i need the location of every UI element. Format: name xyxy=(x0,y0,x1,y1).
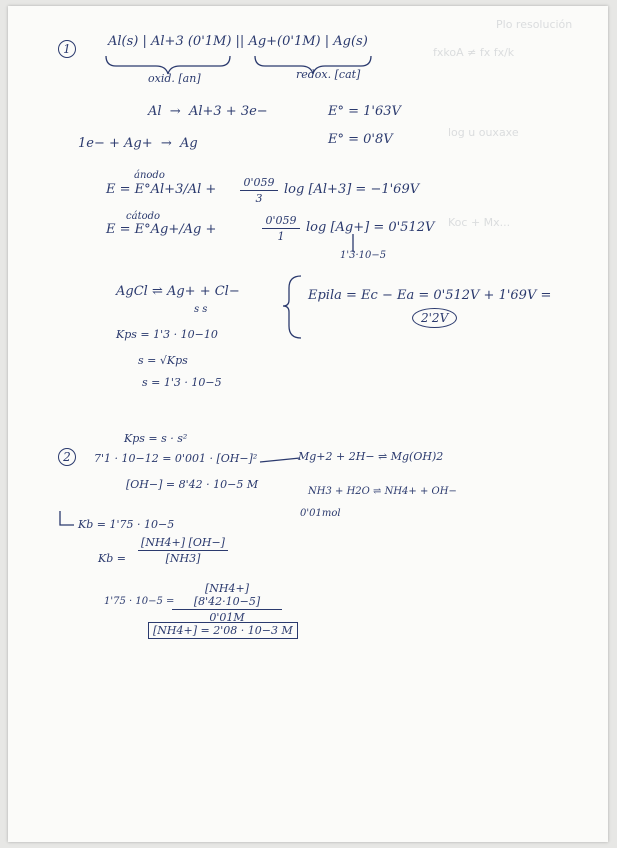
epila-brace xyxy=(283,276,301,338)
question-number: 2 xyxy=(58,448,76,466)
substitution-fraction: [NH4+] [8'42·10−5] 0'01M xyxy=(172,582,282,624)
kb-value: Kb = 1'75 · 10−5 xyxy=(78,518,175,531)
kps-expression: Kps = s · s² xyxy=(124,432,188,445)
anodo-result: log [Al+3] = −1'69V xyxy=(284,182,420,197)
ghost-text: Koc + Mx... xyxy=(448,216,511,229)
epila-equation: Epila = Ec − Ea = 0'512V + 1'69V = xyxy=(308,288,552,303)
redox-label: redox. [cat] xyxy=(296,68,361,81)
final-result: [NH4+] = 2'08 · 10−3 M xyxy=(148,622,298,639)
catodo-fraction: 0'059 1 xyxy=(262,214,300,243)
mg-equilibrium: Mg+2 + 2H− ⇌ Mg(OH)2 xyxy=(298,450,444,463)
ghost-text: log u ouxaxe xyxy=(448,126,519,139)
anodo-fraction: 0'059 3 xyxy=(240,176,278,205)
catodo-equation: E = E°Ag+/Ag + xyxy=(106,222,217,237)
hydroxide-concentration: [OH−] = 8'42 · 10−5 M xyxy=(126,478,259,491)
solubility-formula: s = √Kps xyxy=(138,354,188,367)
mg-arrow xyxy=(260,458,300,462)
half-reaction-al: Al → Al+3 + 3e− xyxy=(148,104,268,119)
anodo-equation: E = E°Al+3/Al + xyxy=(106,182,217,197)
substitution-label: 1'75 · 10−5 = xyxy=(104,596,175,607)
catodo-label: cátodo xyxy=(126,211,161,222)
solubility-value: s = 1'3 · 10−5 xyxy=(142,376,222,389)
ammonia-concentration: 0'01mol xyxy=(300,508,341,519)
ghost-text: fxkoA ≠ fx fx/k xyxy=(433,46,515,59)
oxid-label: oxid. [an] xyxy=(148,72,201,85)
ammonia-equilibrium: NH3 + H2O ⇌ NH4+ + OH− xyxy=(308,486,457,497)
kb-fraction: [NH4+] [OH−] [NH3] xyxy=(138,536,228,565)
half-reaction-al-e0: E° = 1'63V xyxy=(328,104,401,119)
half-reaction-ag-e0: E° = 0'8V xyxy=(328,132,393,147)
catodo-concentration: 1'3·10−5 xyxy=(340,250,387,261)
catodo-result: log [Ag+] = 0'512V xyxy=(306,220,435,235)
anodo-label: ánodo xyxy=(134,170,165,181)
half-reaction-ag: 1e− + Ag+ → Ag xyxy=(78,136,198,151)
document-page xyxy=(8,6,608,842)
agcl-solubility: s s xyxy=(194,304,208,315)
kps-value: Kps = 1'3 · 10−10 xyxy=(116,328,218,341)
kb-expression-label: Kb = xyxy=(98,552,126,565)
question-number: 1 xyxy=(58,40,76,58)
kb-arrow xyxy=(60,511,74,525)
ghost-text: Plo resolución xyxy=(496,18,573,31)
kps-numeric: 7'1 · 10−12 = 0'001 · [OH−]² xyxy=(94,452,258,465)
agcl-equilibrium: AgCl ⇌ Ag+ + Cl− xyxy=(116,284,240,299)
cell-notation: Al(s) | Al+3 (0'1M) || Ag+(0'1M) | Ag(s) xyxy=(108,34,368,49)
epila-result: 2'2V xyxy=(412,308,457,328)
